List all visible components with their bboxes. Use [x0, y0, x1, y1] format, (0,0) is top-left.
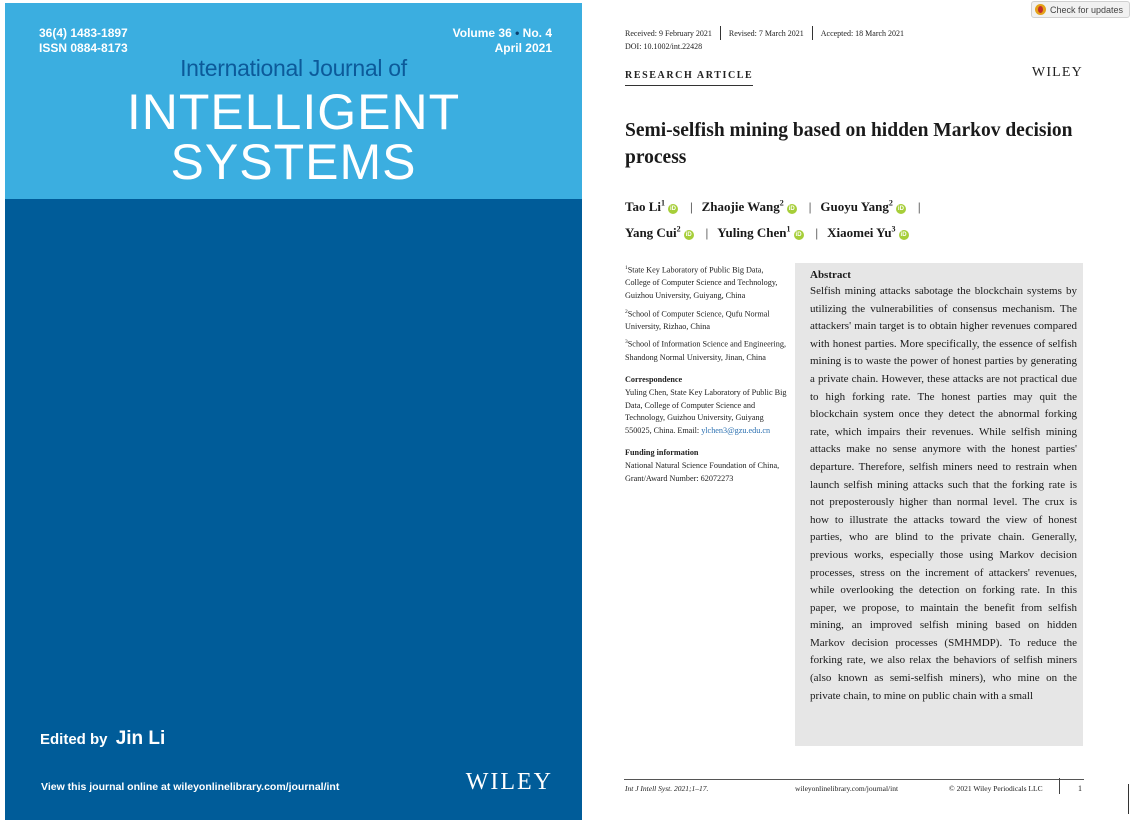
article-type: RESEARCH ARTICLE — [625, 70, 753, 86]
author-name: Zhaojie Wang — [701, 199, 780, 215]
affiliation-text: School of Computer Science, Qufu Normal University, Rizhao, China — [625, 309, 770, 331]
cover-date: April 2021 — [494, 41, 552, 55]
paper-title: Semi-selfish mining based on hidden Markov decision process — [625, 120, 1073, 168]
author-affiliation-sup: 2 — [676, 224, 681, 234]
author-separator: | — [705, 224, 709, 240]
revised-date: Revised: 7 March 2021 — [728, 28, 804, 38]
journal-title-prefix: International Journal of — [180, 55, 407, 81]
date-divider — [812, 26, 813, 40]
accepted-date: Accepted: 18 March 2021 — [820, 28, 905, 38]
check-for-updates-button[interactable] — [1031, 1, 1130, 18]
abstract-box — [795, 263, 1083, 746]
email-label: Email: — [677, 425, 700, 435]
email-link[interactable]: ylchen3@gzu.edu.cn — [701, 425, 771, 435]
editor-name: Jin Li — [115, 728, 166, 749]
footer-journal-citation: Int J Intell Syst. 2021;1–17. — [625, 784, 709, 793]
author-affiliation-sup: 2 — [888, 199, 893, 208]
affiliation — [625, 262, 787, 303]
author[interactable] — [702, 199, 800, 214]
author-name: Xiaomei Yu — [827, 224, 892, 240]
author[interactable] — [827, 225, 911, 240]
affiliation — [625, 306, 787, 334]
affiliation-column — [625, 262, 787, 485]
journal-title-line1: INTELLIGENT — [126, 84, 461, 140]
article-dates — [625, 26, 904, 40]
correspondence-heading: Correspondence — [625, 375, 683, 385]
cover-editor — [40, 728, 165, 750]
correspondence-text — [625, 387, 787, 437]
funding-heading: Funding information — [625, 448, 699, 458]
orcid-icon[interactable]: iD — [788, 206, 795, 213]
author-affiliation-sup: 1 — [786, 224, 791, 234]
author[interactable] — [625, 199, 681, 214]
journal-cover — [5, 3, 582, 820]
author-separator: | — [808, 199, 812, 215]
cover-online-link[interactable]: View this journal online at wileyonlinelibrary.com/journal/int — [41, 781, 340, 793]
cover-issue: No. 4 — [522, 26, 552, 40]
affiliation-sup: 2 — [625, 308, 628, 315]
author[interactable] — [717, 225, 806, 240]
author-separator: | — [690, 199, 693, 215]
author[interactable] — [820, 199, 909, 214]
page-edge-divider — [1128, 784, 1129, 814]
received-date: Received: 9 February 2021 — [625, 28, 712, 38]
crossmark-icon — [1035, 4, 1046, 15]
cover-issn: ISSN 0884-8173 — [39, 41, 128, 55]
orcid-icon[interactable]: iD — [670, 206, 677, 213]
abstract-heading: Abstract — [810, 269, 851, 281]
author-name: Tao Li — [625, 199, 662, 215]
orcid-icon[interactable]: iD — [897, 206, 904, 213]
article-page — [586, 0, 1131, 823]
footer-site-link[interactable]: wileyonlinelibrary.com/journal/int — [795, 784, 899, 793]
cover-publisher-logo: WILEY — [465, 769, 553, 795]
author-affiliation-sup: 3 — [891, 224, 896, 234]
date-divider — [720, 26, 721, 40]
page-number: 1 — [1078, 784, 1082, 793]
author-name: Yang Cui — [625, 224, 677, 240]
cover-volume: Volume 36 — [452, 26, 512, 40]
cover-issue-codes — [39, 26, 128, 56]
affiliation — [625, 336, 787, 364]
affiliation-sup: 3 — [625, 339, 628, 346]
journal-title-line2: SYSTEMS — [170, 134, 417, 190]
footer-divider — [1059, 778, 1060, 794]
orcid-icon[interactable]: iD — [795, 231, 802, 238]
abstract-text: Selfish mining attacks sabotage the blockchain systems by utilizing the vulnerabilities of consensus mechanism. The attackers' main target is to obtain higher revenues compared with honest parties. More specifically, the essence of selfish mining is to waste the power of honest parties by generating a private chain. However, these attacks are not practical due to high forking rate. The honest parties may quit the blockchain system once they detect the abnormal forking rate, which impairs their revenues. While selfish mining attacks make no sense anymore with the honest parties' departure. Therefore, selfish miners need to restrain when launch selfish mining attacks such that the forking rate is not preposterously higher than normal level. The crux is how to illustrate the attacks toward the view of honest parties, who are blind to the private chain. Generally, previous works, especially those using Markov decision processes, stress on the increment of attackers' revenues, while overlooking the detection on forking rate. In this paper, we propose, to maintain the benefit from selfish mining, an improved selfish mining based on hidden Markov decision processes (SMHMDP). To reduce the forking rate, we also relax the behaviors of selfish miners (also known as semi-selfish miners), who mine on the private chain, to mine on public chain with a small — [810, 285, 1077, 702]
footer-rule — [624, 779, 1084, 780]
cover-volume-code: 36(4) 1483-1897 — [39, 26, 128, 40]
doi[interactable]: DOI: 10.1002/int.22428 — [625, 42, 703, 51]
author[interactable] — [625, 225, 697, 240]
author-list — [625, 193, 1095, 244]
author-separator: | — [815, 224, 819, 240]
author-separator: | — [917, 199, 921, 215]
funding-text: National Natural Science Foundation of China, Grant/Award Number: 62072273 — [625, 460, 780, 483]
affiliation-text: State Key Laboratory of Public Big Data, College of Computer Science and Technology, Guizhou University, Guiyang, China — [625, 265, 778, 300]
orcid-icon[interactable]: iD — [900, 231, 907, 238]
publisher-logo: WILEY — [1031, 65, 1083, 80]
cover-volume-info — [453, 26, 552, 56]
affiliation-text: School of Information Science and Engineering, Shandong Normal University, Jinan, China — [625, 340, 786, 362]
author-name: Yuling Chen — [717, 224, 787, 240]
author-name: Guoyu Yang — [820, 199, 889, 215]
footer-copyright: © 2021 Wiley Periodicals LLC — [949, 784, 1043, 793]
check-for-updates-label: Check for updates — [1049, 4, 1123, 15]
cover-volume-dot: • — [515, 26, 520, 40]
author-affiliation-sup: 2 — [779, 199, 784, 208]
orcid-icon[interactable]: iD — [685, 231, 692, 238]
correspondence-body: Yuling Chen, State Key Laboratory of Public Big Data, College of Computer Science and Technology, Guizhou University, Guiyang 550025, China. — [625, 387, 787, 435]
edited-by-label: Edited by — [40, 731, 108, 748]
author-affiliation-sup: 1 — [661, 199, 666, 208]
affiliation-sup: 1 — [625, 265, 628, 271]
